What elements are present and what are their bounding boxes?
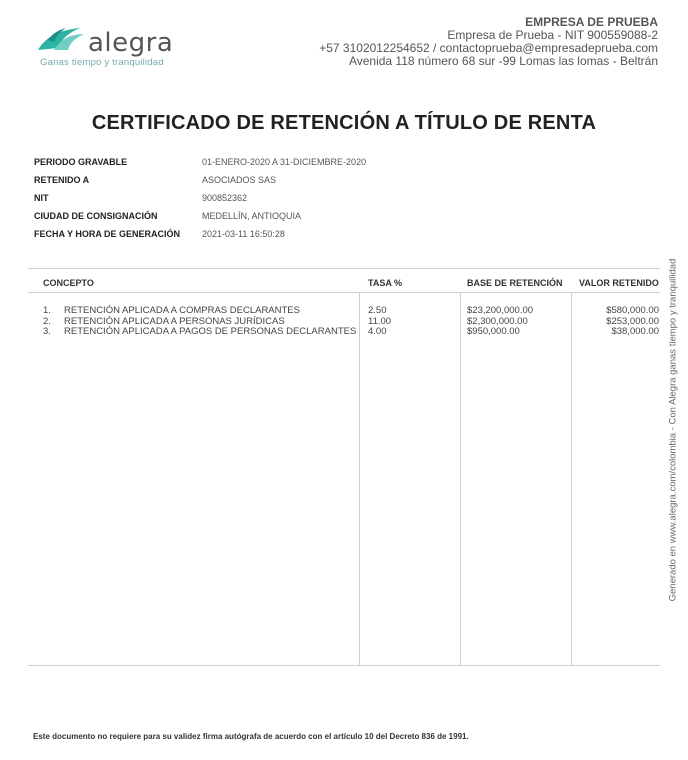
info-label: RETENIDO A — [34, 175, 90, 185]
table-header — [28, 269, 660, 293]
info-value: 01-ENERO-2020 A 31-DICIEMBRE-2020 — [202, 157, 367, 167]
company-legal: Empresa de Prueba - NIT 900559088-2 — [447, 28, 658, 42]
legal-footnote: Este documento no requiere para su validez firma autógrafa de acuerdo con el artículo 10 del Decreto 836 de 1991. — [33, 732, 469, 741]
row-value: $253,000.00 — [606, 315, 659, 327]
row-rate: 11.00 — [368, 315, 392, 327]
generated-by-note: Generado en www.alegra.com/colombia - Con Alegra ganas tiempo y tranquilidad — [667, 258, 679, 602]
info-value: 900852362 — [202, 193, 248, 203]
row-concept: RETENCIÓN APLICADA A COMPRAS DECLARANTES — [64, 305, 300, 316]
table-row — [28, 327, 660, 338]
table-body — [28, 306, 660, 338]
info-label: CIUDAD DE CONSIGNACIÓN — [34, 211, 158, 221]
column-divider — [571, 293, 572, 665]
row-base: $23,200,000.00 — [467, 305, 534, 316]
row-rate: 2.50 — [368, 305, 387, 316]
column-divider — [359, 293, 360, 665]
info-row — [34, 211, 366, 229]
row-number: 3. — [43, 326, 51, 337]
info-row — [34, 193, 366, 211]
info-label: NIT — [34, 193, 49, 203]
company-header — [319, 16, 658, 68]
company-contact: +57 3102012254652 / contactoprueba@empresadeprueba.com — [319, 41, 658, 55]
info-value: ASOCIADOS SAS — [202, 175, 277, 185]
info-value: MEDELLÍN, ANTIOQUIA — [202, 211, 302, 221]
page-title: CERTIFICADO DE RETENCIÓN A TÍTULO DE RENTA — [91, 112, 597, 134]
logo-wordmark: alegra — [88, 28, 174, 58]
logo-tagline: Ganas tiempo y tranquilidad — [40, 57, 164, 68]
info-label: PERIODO GRAVABLE — [34, 157, 128, 167]
header-value: VALOR RETENIDO — [579, 278, 659, 288]
row-number: 1. — [43, 305, 51, 316]
header-concept: CONCEPTO — [43, 278, 94, 288]
header-base: BASE DE RETENCIÓN — [467, 278, 563, 288]
retention-table — [28, 268, 660, 666]
alegra-logo — [36, 26, 196, 72]
info-row — [34, 175, 366, 193]
info-value: 2021-03-11 16:50:28 — [202, 229, 285, 239]
row-base: $2,300,000.00 — [467, 315, 528, 327]
row-base: $950,000.00 — [467, 326, 520, 337]
info-label: FECHA Y HORA DE GENERACIÓN — [34, 229, 181, 239]
certificate-info — [34, 157, 366, 247]
row-concept: RETENCIÓN APLICADA A PERSONAS JURÍDICAS — [64, 315, 285, 327]
info-row — [34, 157, 366, 175]
row-rate: 4.00 — [368, 326, 387, 337]
row-value: $38,000.00 — [611, 326, 659, 337]
column-divider — [460, 293, 461, 665]
company-address: Avenida 118 número 68 sur -99 Lomas las lomas - Beltrán — [348, 54, 658, 68]
company-name: EMPRESA DE PRUEBA — [525, 15, 658, 29]
row-concept: RETENCIÓN APLICADA A PAGOS DE PERSONAS DECLARANTES — [64, 326, 357, 337]
alegra-leaf-icon — [36, 26, 86, 54]
row-number: 2. — [43, 315, 51, 327]
header-rate: TASA % — [368, 278, 403, 288]
info-row — [34, 229, 366, 247]
row-value: $580,000.00 — [606, 305, 659, 316]
table-row — [28, 306, 660, 317]
